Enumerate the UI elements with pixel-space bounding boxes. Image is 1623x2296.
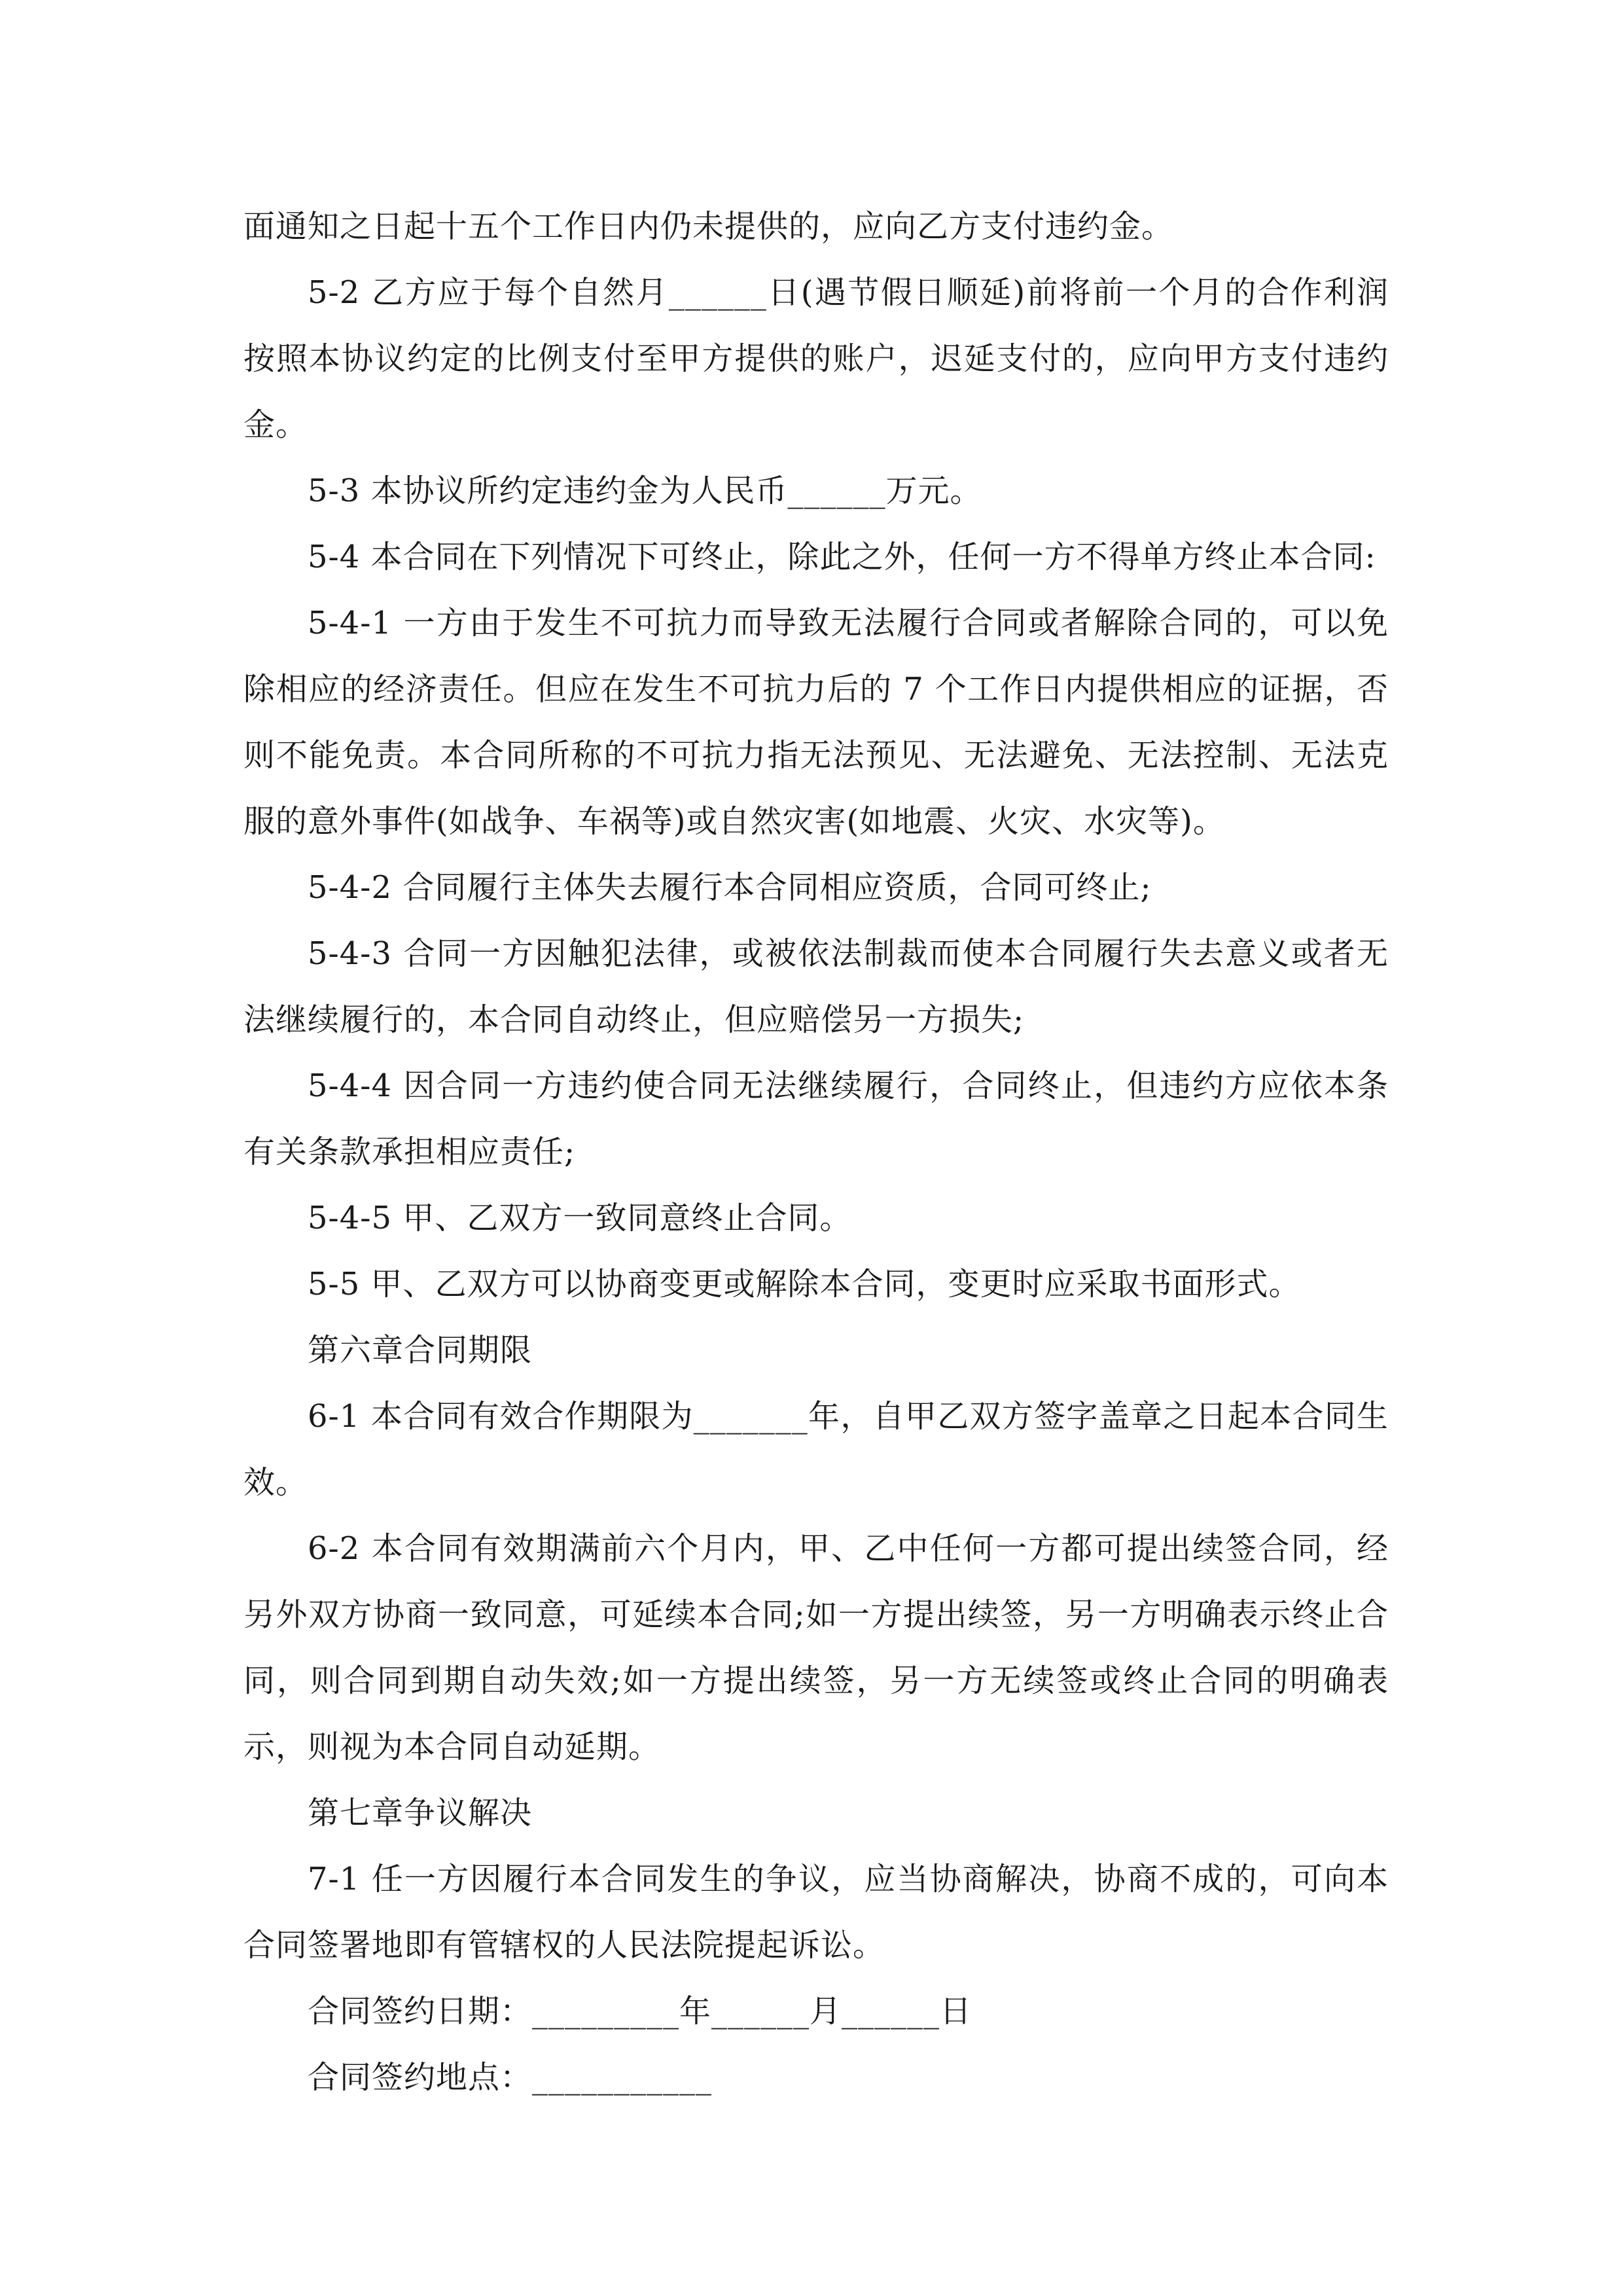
clause-6-1: 6-1 本合同有效合作期限为_______年，自甲乙双方签字盖章之日起本合同生效。 xyxy=(243,1398,1389,1501)
clause-5-4-5: 5-4-5 甲、乙双方一致同意终止合同。 xyxy=(308,1200,852,1236)
chapter-6-heading: 第六章合同期限 xyxy=(308,1332,533,1369)
clause-5-4-1: 5-4-1 一方由于发生不可抗力而导致无法履行合同或者解除合同的，可以免除相应的经济责任。但应在发生不可抗力后的 7 个工作日内提供相应的证据，否则不能免责。本合同所称的不可抗力指无法预见、无法避免、无法控制、无法克服的意外事件(如战争、车祸等)或自然灾害(如地震、火灾、水灾等)。 xyxy=(243,605,1389,840)
clause-6-2: 6-2 本合同有效期满前六个月内，甲、乙中任何一方都可提出续签合同，经另外双方协商一致同意，可延续本合同;如一方提出续签，另一方明确表示终止合同，则合同到期自动失效;如一方提出续签，另一方无续签或终止合同的明确表示，则视为本合同自动延期。 xyxy=(243,1530,1389,1765)
clause-5-4-2: 5-4-2 合同履行主体失去履行本合同相应资质，合同可终止; xyxy=(308,869,1152,906)
clause-5-4-3: 5-4-3 合同一方因触犯法律，或被依法制裁而使本合同履行失去意义或者无法继续履行的，本合同自动终止，但应赔偿另一方损失; xyxy=(243,935,1389,1038)
clause-5-4-4: 5-4-4 因合同一方违约使合同无法继续履行，合同终止，但违约方应依本条有关条款承担相应责任; xyxy=(243,1067,1389,1170)
signing-place-line: 合同签约地点：___________ xyxy=(308,2059,713,2096)
paragraph-continuation: 面通知之日起十五个工作日内仍未提供的，应向乙方支付违约金。 xyxy=(243,208,1174,245)
clause-5-5: 5-5 甲、乙双方可以协商变更或解除本合同，变更时应采取书面形式。 xyxy=(308,1266,1301,1302)
clause-5-3: 5-3 本协议所约定违约金为人民币______万元。 xyxy=(308,473,982,509)
clause-5-2: 5-2 乙方应于每个自然月______日(遇节假日顺延)前将前一个月的合作利润按照本协议约定的比例支付至甲方提供的账户，迟延支付的，应向甲方支付违约金。 xyxy=(243,274,1389,443)
chapter-7-heading: 第七章争议解决 xyxy=(308,1795,533,1831)
signing-date-line: 合同签约日期：_________年______月______日 xyxy=(308,1993,972,2030)
document-body xyxy=(243,194,1389,2111)
clause-7-1: 7-1 任一方因履行本合同发生的争议，应当协商解决，协商不成的，可向本合同签署地即有管辖权的人民法院提起诉讼。 xyxy=(243,1861,1389,1964)
clause-5-4: 5-4 本合同在下列情况下可终止，除此之外，任何一方不得单方终止本合同: xyxy=(308,539,1376,575)
